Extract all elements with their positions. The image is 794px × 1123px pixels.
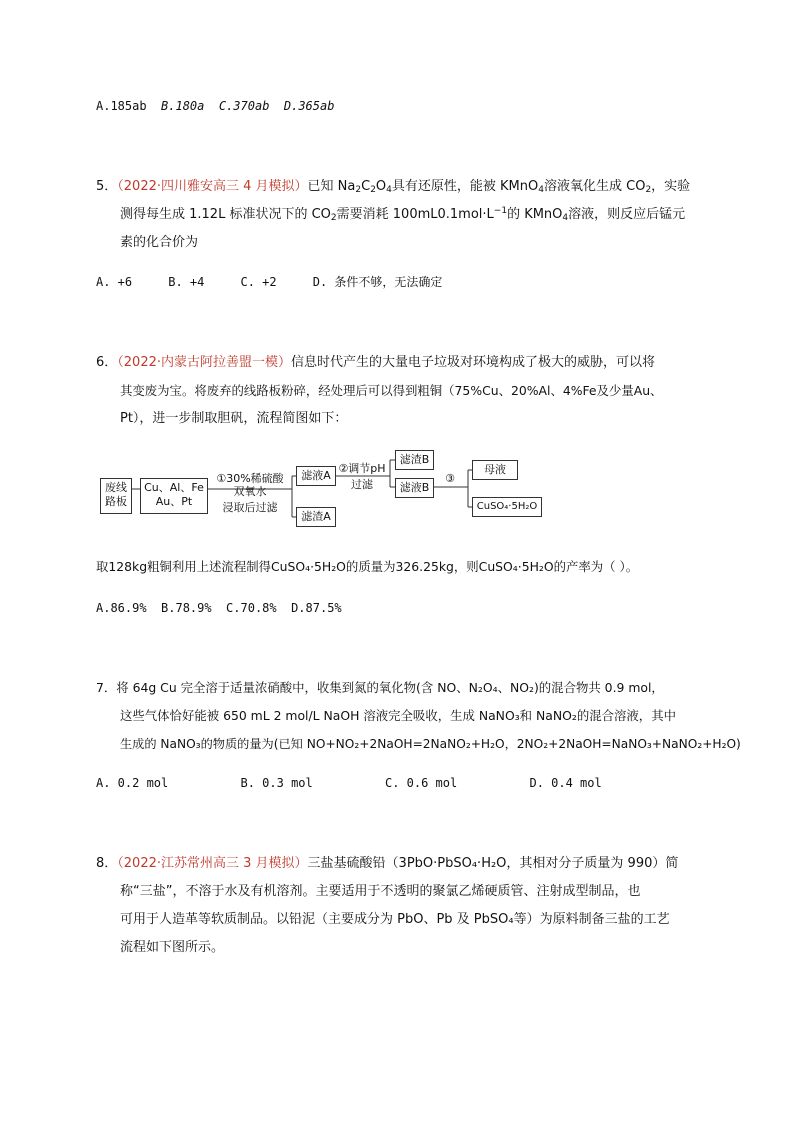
q5-text: 需要消耗 100mL0.1mol·L (336, 207, 494, 222)
flow-box-label: 路板 (105, 495, 127, 508)
q8-line-1 (96, 854, 678, 874)
q5-sub: 4 (562, 213, 569, 223)
q7-options: A. 0.2 mol B. 0.3 mol C. 0.6 mol D. 0.4 mol (96, 776, 602, 790)
q8-line-3: 可用于人造革等软质制品。以铅泥（主要成分为 PbO、Pb 及 PbSO₄等）为原料制备三盐的工艺 (120, 912, 670, 927)
flow-step-1 (210, 472, 290, 514)
flow-step-label: ②调节pH (338, 462, 386, 475)
q5-sub: 4 (386, 185, 392, 195)
q4-option-d: D.365ab (283, 99, 335, 113)
q6-line-3: Pt），进一步制取胆矾，流程简图如下： (120, 411, 348, 426)
q5-text: 溶液氧化生成 CO (543, 179, 646, 194)
q7-line-2: 这些气体恰好能被 650 mL 2 mol/L NaOH 溶液完全吸收，生成 NaNO₃和 NaNO₂的混合溶液，其中 (120, 708, 676, 723)
flow-box-residue-a: 滤渣A (296, 507, 336, 527)
q7-line-1 (96, 678, 664, 698)
q8-number: 8． (96, 856, 118, 871)
q5-text: ，实验 (651, 179, 691, 194)
flow-box-label: Cu、Al、Fe (144, 481, 204, 494)
q5-sup: −1 (493, 206, 508, 216)
q7-line-3: 生成的 NaNO₃的物质的量为(已知 NO+NO₂+2NaOH=2NaNO₂+H₂O，2NO₂+2NaOH=NaNO₃+NaNO₂+H₂O) (120, 737, 741, 751)
flow-step-3: ③ (445, 472, 455, 485)
q5-source: （2022·四川雅安高三 4 月模拟） (117, 179, 308, 194)
flow-box-mother-liquor: 母液 (472, 460, 518, 480)
q8-line-2: 称“三盐”，不溶于水及有机溶剂。主要适用于不透明的聚氯乙烯硬质管、注射成型制品，也 (120, 884, 641, 899)
q5-sub: 2 (330, 213, 337, 223)
q5-text: C (361, 179, 371, 194)
q5-text: 的 KMnO (507, 207, 563, 222)
q4-option-c: C.370ab (218, 99, 270, 113)
flow-step-label: 双氧水 (233, 485, 267, 498)
q6-source: （2022·内蒙古阿拉善盟一模） (117, 355, 291, 370)
q5-sub: 2 (645, 185, 652, 195)
q6-question: 取128kg粗铜利用上述流程制得CuSO₄·5H₂O的质量为326.25kg，则CuSO₄·5H₂O的产率为（ ）。 (96, 559, 639, 574)
q7-text: 将 64g Cu 完全溶于适量浓硝酸中，收集到氮的氧化物(含 NO、N₂O₄、NO₂)的混合物共 0.9 mol， (116, 680, 664, 695)
q5-number: 5． (96, 179, 118, 194)
q6-options: A.86.9% B.78.9% C.70.8% D.87.5% (96, 601, 342, 615)
flow-box-filtrate-b: 滤液B (395, 478, 434, 498)
q8-source: （2022·江苏常州高三 3 月模拟） (117, 856, 308, 871)
q4-option-b: B.180a (161, 99, 205, 113)
q6-number: 6． (96, 355, 118, 370)
flow-step-label: 过滤 (351, 478, 373, 491)
q5-text: 已知 Na (307, 179, 356, 194)
q5-text: 溶液，则反应后锰元 (568, 207, 686, 222)
q6-text: 信息时代产生的大量电子垃圾对环境构成了极大的威胁，可以将 (291, 355, 656, 370)
q5-options: A. +6 B. +4 C. +2 D. 条件不够，无法确定 (96, 275, 443, 289)
flow-box-product: CuSO₄·5H₂O (472, 497, 542, 517)
flow-box-filtrate-a: 滤液A (296, 466, 336, 486)
q5-sub: 2 (355, 185, 362, 195)
flow-box-label: 废线 (105, 481, 127, 494)
q5-text: 测得每生成 1.12L 标准状况下的 CO (120, 207, 331, 222)
flow-box-residue-b: 滤渣B (395, 450, 434, 470)
flow-box-waste-board (100, 478, 132, 514)
q4-option-a: A.185ab (96, 99, 147, 113)
q6-line-2: 其变废为宝。将废弃的线路板粉碎，经处理后可以得到粗铜（75%Cu、20%Al、4%Fe及少量Au、 (120, 383, 663, 398)
flow-box-label: Au、Pt (155, 495, 193, 508)
flow-step-label: 浸取后过滤 (222, 501, 278, 514)
q5-sub: 2 (370, 185, 376, 195)
q8-text: 三盐基硫酸铅（3PbO·PbSO₄·H₂O，其相对分子质量为 990）简 (307, 856, 679, 871)
q5-text: 具有还原性，能被 KMnO (391, 179, 539, 194)
q5-line-3: 素的化合价为 (120, 235, 199, 250)
q5-sub: 4 (538, 185, 544, 195)
q7-number: 7． (96, 680, 117, 695)
q5-text: O (375, 179, 387, 194)
flow-box-crude-copper (140, 478, 208, 514)
flow-step-2 (336, 462, 388, 491)
flow-step-label: ①30%稀硫酸 (216, 472, 284, 485)
q8-line-4: 流程如下图所示。 (120, 940, 225, 955)
